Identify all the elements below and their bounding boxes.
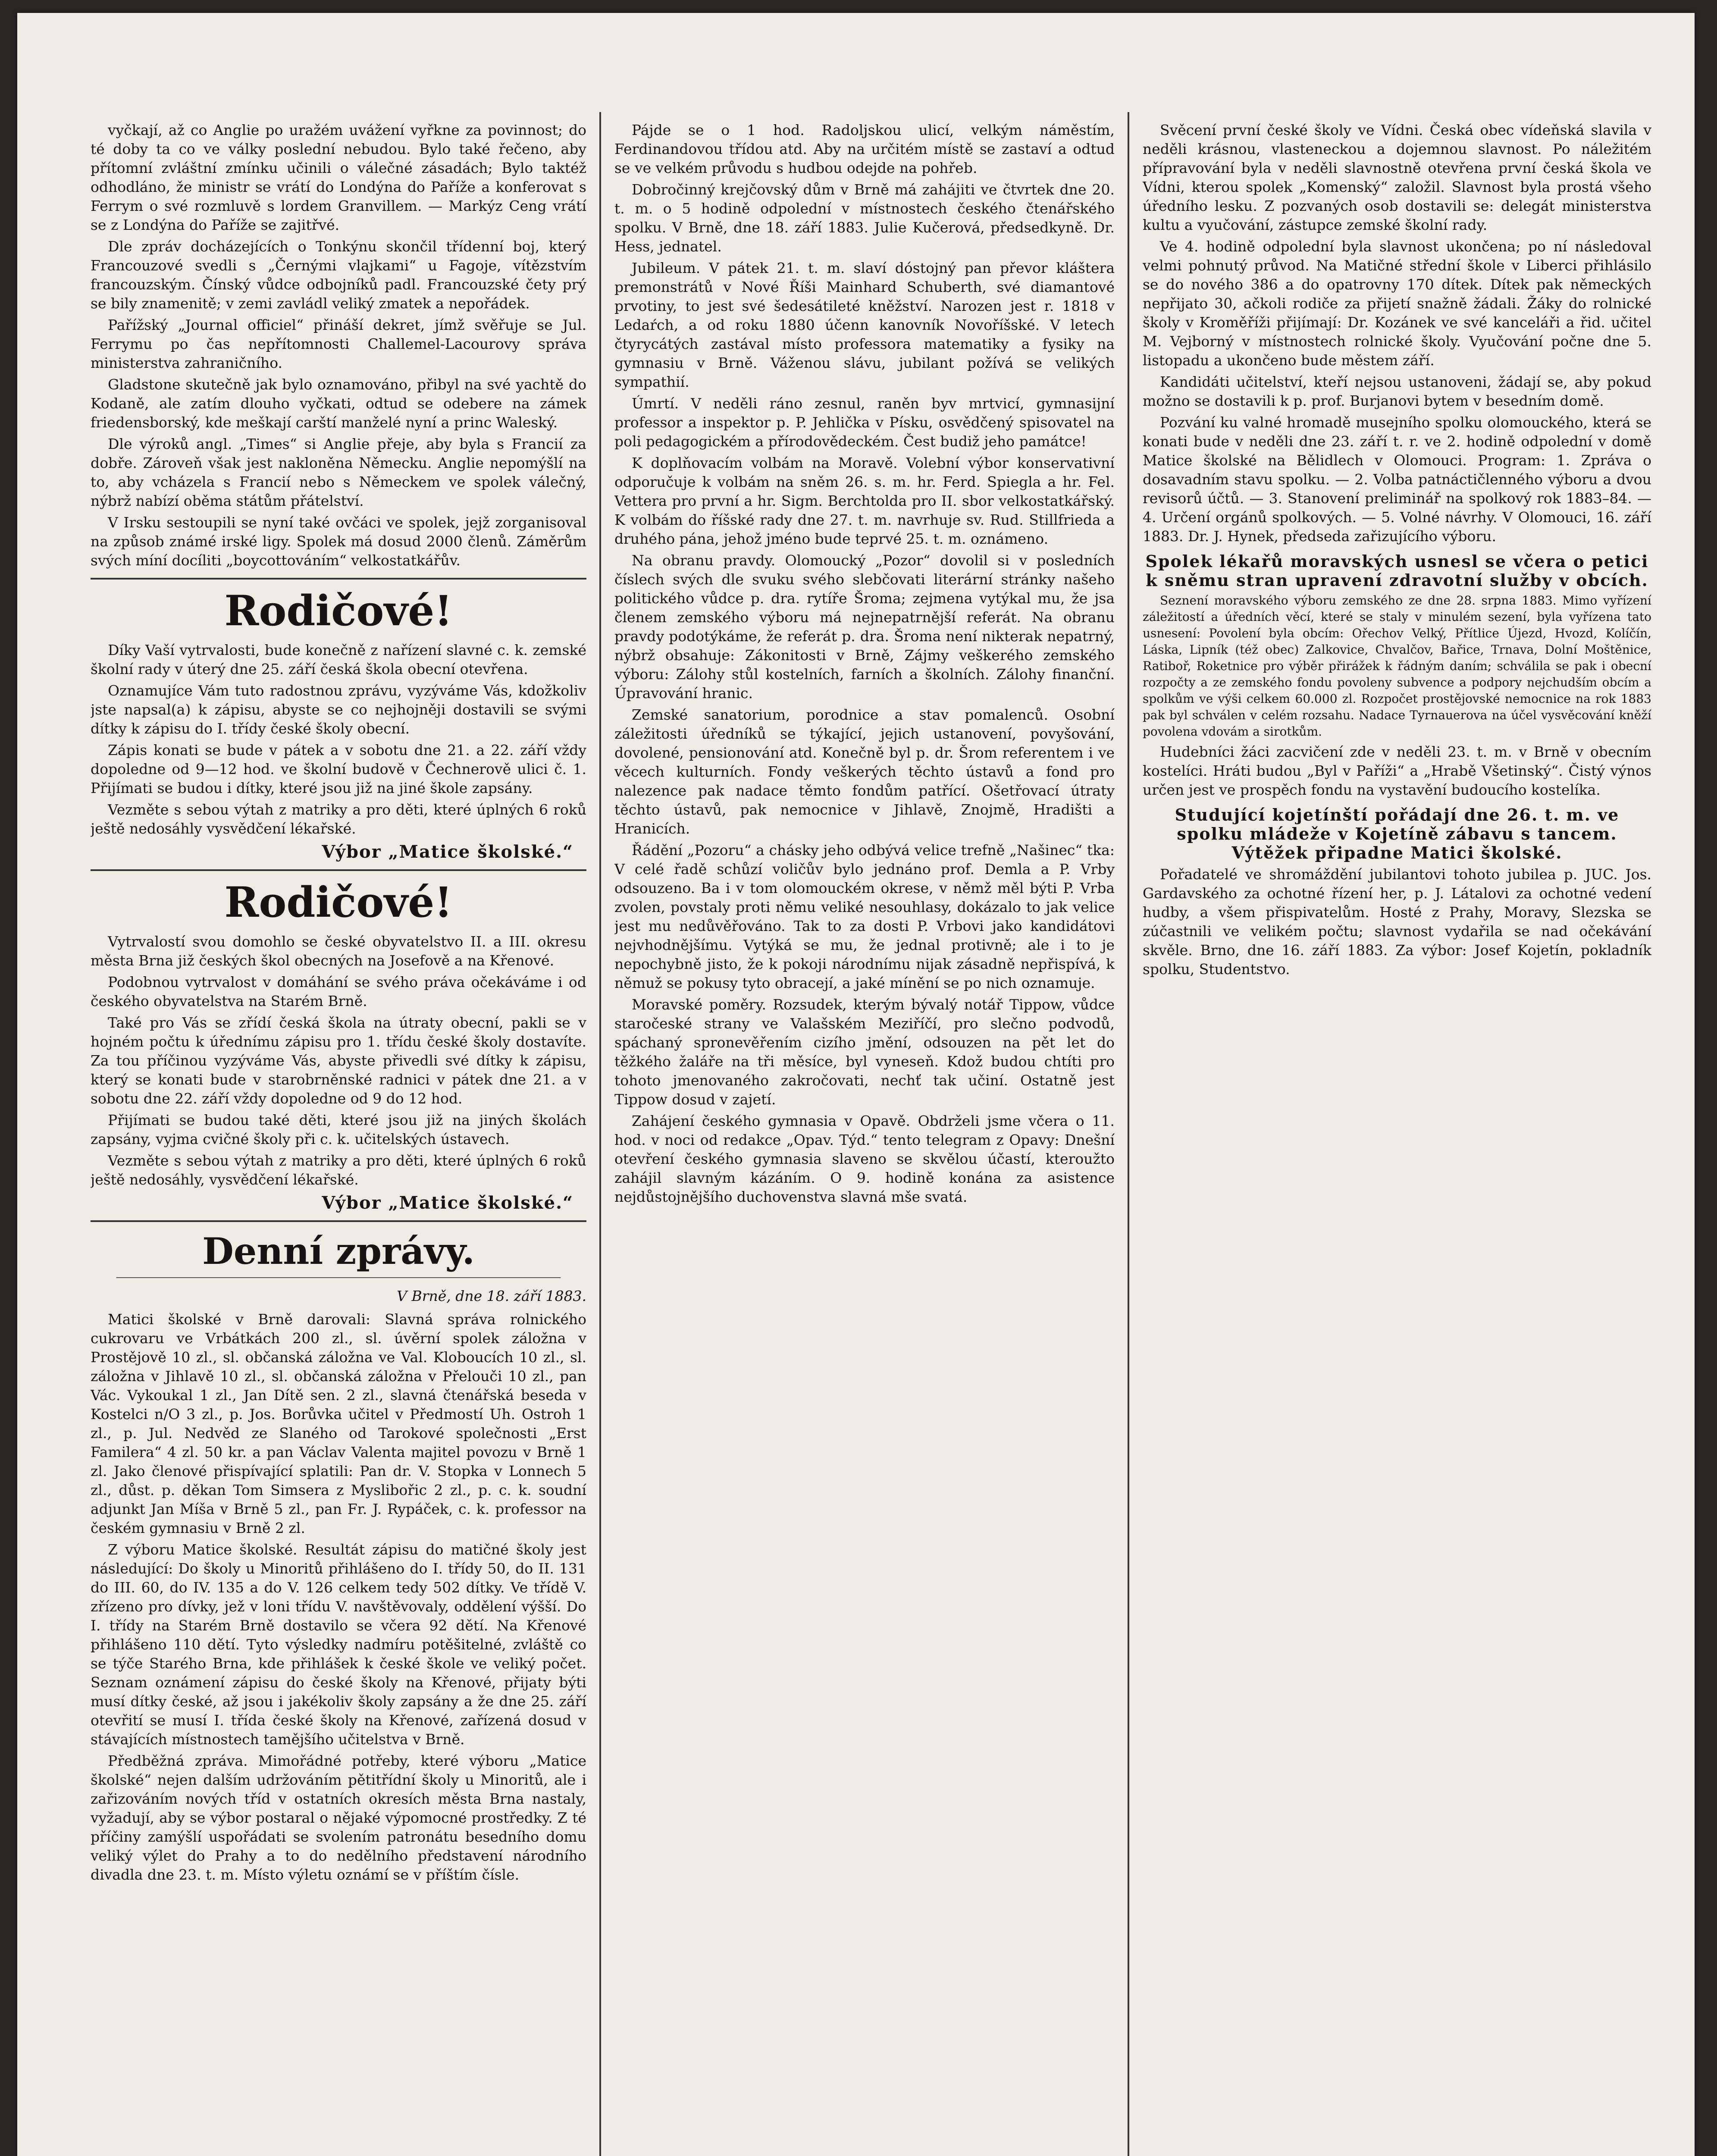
article-paragraph: vyčkají, až co Anglie po uražém uvážení vyřkne za povinnost; do té doby ta co ve války poslední nebudou. Bylo také řečeno, aby přítomní zvláštní zmínku učinili o válečné zásadách; Bylo taktéž odhodláno, že ministr se vrátí do Londýna do Paříže a konferovat s Ferrym o své rozmluvě s lordem Granvillem. — Markýz Ceng vrátí se z Londýna do Paříže se zajitřvé. <box>91 122 586 233</box>
news-paragraph: Řádění „Pozoru“ a chásky jeho odbývá velice trefně „Našinec“ tka: V celé řadě schůzí voličův bylo jednáno prof. Demla a P. Vrby odsouzeno. Ba i v tom olomouckém okrese, v němž měl býti P. Vrba zvolen, povstaly proti němu veliké nesouhlasy, dokázalo to jak velice jest mu nedůvěřováno. Tak to za dosti P. Vrbovi jako kandidátovi nejvhodnějšímu. Vytýká se mu, že jednal protivně; ale i to je nepochybně jisto, že k pokoji národnímu nijak zásadně nepřispívá, k němuž se pokusy tyto obracejí, a jaké mínění se po nich oznamuje. <box>614 842 1115 991</box>
article-paragraph: Pařížský „Journal officiel“ přináší dekret, jímž svěřuje se Jul. Ferrymu po čas nepřítomnosti Challemel-Lacourovy správa ministerstva zahraničního. <box>91 317 586 371</box>
notice-paragraph: Podobnou vytrvalost v domáhání se svého práva očekáváme i od českého obyvatelstva na Starém Brně. <box>91 974 586 1009</box>
section-heading: Denní zprávy. <box>202 1230 475 1272</box>
news-paragraph: Pozvání ku valné hromadě musejního spolku olomouckého, která se konati bude v neděli dne 23. září t. r. ve 2. hodině odpolední v domě Matice školské na Bělidlech v Olomouci. Program: 1. Zpráva o dosavadním stavu spolku. — 2. Volba patnáctičlenného výboru a dvou revisorů účtů. — 3. Stanovení preliminář na spolkový rok 1883–84. — 4. Určení orgánů spolkových. — 5. Volné návrhy. V Olomouci, 16. září 1883. Dr. J. Hynek, předseda zařizujícího výboru. <box>1143 414 1651 545</box>
news-paragraph: Pořadatelé ve shromáždění jubilantovi tohoto jubilea p. JUC. Jos. Gardavského za ochotné řízení her, p. J. Látalovi za ochotné vedení hudby, a všem přispivatelům. Hosté z Prahy, Moravy, Slezska se zúčastnili ve velikém počtu; slavnost vydařila se nad očekávání skvěle. Brno, dne 16. září 1883. Za výbor: Josef Kojetín, pokladník spolku, Studentstvo. <box>1143 866 1651 978</box>
column-right <box>1143 121 1651 2156</box>
notice-heading: Rodičové! <box>224 878 453 927</box>
notice-paragraph: Přijímati se budou také děti, které jsou již na jiných školách zapsány, vyjma cvičné školy při c. k. učitelských ústavech. <box>91 1112 586 1147</box>
subsection-heading: Spolek lékařů moravských usnesl se včera o petici k sněmu stran upravení zdravotní služby v obcích. <box>1145 552 1649 590</box>
notice-paragraph: Zápis konati se bude v pátek a v sobotu dne 21. a 22. září vždy dopoledne od 9—12 hod. ve školní budově v Čechnerově ulici č. 1. Přijímati se budou i dítky, které jsou již na jiné škole zapsány. <box>91 742 586 796</box>
notice-signature: Výbor „Matice školské.“ <box>322 842 573 862</box>
news-paragraph: Ve 4. hodině odpolední byla slavnost ukončena; po ní následoval velmi pohnutý průvod. Na Matičné střední škole v Liberci přihlásilo se do nového 386 a do opatrovny 170 dítek. Dítek pak německých nepřijato 30, ačkoli rodiče za přijetí snažně žádali. Žáky do rolnické školy v Kroměříži přijímají: Dr. Kozánek ve své kanceláři a řid. učitel M. Vejborný v místnostech rolnické školy. Vyučování počne dne 5. listopadu a ukončeno bude městem září. <box>1143 238 1651 369</box>
notice-paragraph: Také pro Vás se zřídí česká škola na útraty obecní, pakli se v hojném počtu k úřednímu zápisu pro 1. třídu české školy dostavíte. Za tou příčinou vyzýváme Vás, abyste přivedli své dítky k zápisu, který se konati bude v starobrněnské radnici v pátek dne 21. a v sobotu dne 22. září vždy dopoledne od 9 do 12 hod. <box>91 1014 586 1107</box>
news-paragraph: K doplňovacím volbám na Moravě. Volební výbor konservativní odporučuje k volbám na sněm 26. s. m. hr. Ferd. Spiegla a hr. Fel. Vettera pro první a hr. Sigm. Berchtolda pro II. sbor velkostatkářský. K volbám do říšské rady dne 27. t. m. navrhuje sv. Rud. Stillfrieda a druhého pána, jehož jméno bude teprvé 25. t. m. oznámeno. <box>614 454 1115 547</box>
news-paragraph: Na obranu pravdy. Olomoucký „Pozor“ dovolil si v posledních číslech svých dle svuku svého slebčovati literární stránky našeho politického vůdce p. dra. rytíře Šroma; zejmena vytýkal mu, že jsa členem zemského výboru má nejnepatrnější referát. Na obranu pravdy podotýkáme, že referát p. dra. Šroma není nikterak nepatrný, nýbrž obsahuje: Zákonitosti v Brně, Zájmy veškerého zemského výboru: Zálohy stůl kostelních, farních a školních. Zálohy finanční. Úpravování hranic. <box>614 552 1115 702</box>
notice-paragraph: Vezměte s sebou výtah z matriky a pro děti, které úplných 6 roků ještě nedosáhly, vysvědčení lékařské. <box>91 1152 586 1188</box>
notice-paragraph: Oznamujíce Vám tuto radostnou zprávu, vyzýváme Vás, kdožkoliv jste napsal(a) k zápisu, abyste se co nejhojněji dostavili se svými dítky k zápisu do I. třídy české školy obecní. <box>91 682 586 737</box>
article-paragraph: Dle výroků angl. „Times“ si Anglie přeje, aby byla s Francií za dobře. Zároveň však jest nakloněna Německu. Anglie nepomýšlí na to, aby vcházela s Francií nebo s Německem ve spolek válečný, nýbrž nabízí oběma státům přátelství. <box>91 436 586 509</box>
article-paragraph: V Irsku sestoupili se nyní také ovčáci ve spolek, jejž zorganisoval na způsob známé irské ligy. Spolek má dosud 2000 členů. Záměrům svých míní docíliti „boycottováním“ velkostatkářův. <box>91 514 586 569</box>
dateline: V Brně, dne 18. září 1883. <box>397 1288 586 1304</box>
newspaper-page <box>17 13 1695 2156</box>
news-paragraph: Jubileum. V pátek 21. t. m. slaví dóstojný pan převor kláštera premonstrátů v Nové Říši Mainhard Schuberth, své diamantové prvotiny, to jest své šedesátileté kněžství. Narozen jest r. 1818 v Ledaŕch, a od roku 1880 účenn kanovník Novoříšské. V letech čtyrycátých zastával místo professora matematiky a fysiky na gymnasiu v Brně. Váženou slávu, jubilant požívá se velikých sympathií. <box>614 260 1115 390</box>
news-paragraph: Pájde se o 1 hod. Radoljskou ulicí, velkým náměstím, Ferdinandovou třídou atd. Aby na určitém místě se zastaví a odtud se ve velkém průvodu s hudbou odejde na pohřeb. <box>614 122 1115 176</box>
news-paragraph: Předběžná zpráva. Mimořádné potřeby, které výboru „Matice školské“ nejen dalším udržováním pětitřídní školy u Minoritů, ale i zařizováním nových tříd v ostatních okresích města Brna nastaly, vyžadují, aby se výbor postaral o nějaké výpomocné prostředky. Z té příčiny zamýšlí uspořádati se svolením patronátu besedního domu veliký výlet do Prahy a to do nedělního představení národního divadla dne 23. t. m. Místo výletu oznámí se v příštím čísle. <box>91 1752 586 1883</box>
news-paragraph: Kandidáti učitelství, kteří nejsou ustanoveni, žádají se, aby pokud možno se dostavili k p. prof. Burjanovi bytem v besedním domě. <box>1143 373 1651 409</box>
notice-heading: Rodičové! <box>224 586 453 635</box>
notice-paragraph: Díky Vaší vytrvalosti, bude konečně z nařízení slavné c. k. zemské školní rady v úterý dne 25. září česká škola obecní otevřena. <box>91 642 586 677</box>
column-rule <box>1128 112 1129 2156</box>
article-paragraph: Dle zpráv docházejících o Tonkýnu skončil třídenní boj, který Francouzové svedli s „Černými vlajkami“ u Fagoje, vítězstvím francouzským. Čínský vůdce odbojníků padl. Francouzské čety prý se bily znamenitě; v zemi zavládl veliký zmatek a nepořádek. <box>91 238 586 312</box>
column-rule <box>599 112 601 2156</box>
article-paragraph: Gladstone skutečně jak bylo oznamováno, přibyl na své yachtě do Kodaně, ale zatím dlouho vyčkati, odtud se odebere na zámek friedensborský, kde meškají carští manželé nyní a princ Waleský. <box>91 376 586 431</box>
notice-paragraph: Vytrvalostí svou domohlo se české obyvatelstvo II. a III. okresu města Brna již českých škol obecných na Josefově a na Křenové. <box>91 933 586 969</box>
news-paragraph: Moravské poměry. Rozsudek, kterým bývalý notář Tippow, vůdce staročeské strany ve Valašském Meziříčí, pro slečno podvodů, spáchaný spronevěřením cizího jmění, odsouzen na pět let do těžkého žaláře na tři měsíce, byl vyneseň. Kdož budou chtíti pro tohoto jmenovaného zakročovati, nechť tak učiní. Ostatně jest Tippow dosud v zajetí. <box>614 996 1115 1108</box>
notice-signature: Výbor „Matice školské.“ <box>322 1193 573 1213</box>
news-paragraph: Dobročinný krejčovský dům v Brně má zahájiti ve čtvrtek dne 20. t. m. o 5 hodině odpolední v místnostech českého čtenářského spolku. V Brně, dne 18. září 1883. Julie Kučerová, předsedkyně. Dr. Hess, jednatel. <box>614 181 1115 255</box>
section-divider <box>91 1220 586 1222</box>
news-paragraph: Z výboru Matice školské. Resultát zápisu do matičné školy jest následující: Do školy u Minoritů přihlášeno do I. třídy 50, do II. 131 do III. 60, do IV. 135 a do V. 126 celkem tedy 502 dítky. Ve třídě V. zřízeno pro dívky, jež v loni třídu V. navštěvovaly, oddělení výšší. Do I. třídy na Starém Brně dostavilo se včera 92 dětí. Na Křenové přihlášeno 110 dětí. Tyto výsledky nadmíru potěšitelné, zvláště co se týče Starého Brna, kde přihlášek k české škole ve veliký počet. Seznam oznámení zápisu do české školy na Křenové, přijaty býti musí dítky české, až jsou i jakékoliv školy zapsány a že dne 25. září otevřití se musí I. třída české školy na Křenové, zařízená dosud v stávajících místnostech tamějšího učitelstva v Brně. <box>91 1541 586 1748</box>
news-paragraph: Svěcení první české školy ve Vídni. Česká obec vídeňská slavila v neděli krásnou, vlasteneckou a dojemnou slavnost. Po náležitém přípravování byla v neděli slavnostně otevřena první česká škola ve Vídni, kterou spolek „Komenský“ založil. Slavnost byla prostá všeho úředního lesku. Z pozvaných osob dostavili se: delegát ministerstva kultu a vyučování, zástupce zemské školní rady. <box>1143 122 1651 233</box>
news-paragraph: Zemské sanatorium, porodnice a stav pomalenců. Osobní záležitosti úředníků se týkající, jejich ustanovení, povyšování, dovolené, pensionování atd. Konečně byl p. dr. Šrom referentem i ve věcech kulturních. Fondy veškerých těchto ústavů a fond pro nalezence pak nadace těmto fondům patřící. Ošetřovací útraty těchto ústavů, pak nemocnice v Jihlavě, Znojmě, Hradišti a Hranicích. <box>614 706 1115 837</box>
column-left <box>91 121 586 2156</box>
news-paragraph: Hudebníci žáci zacvičení zde v neděli 23. t. m. v Brně v obecním kostelíci. Hráti budou „Byl v Paříži“ a „Hrabě Všetinský“. Čistý výnos určen jest ve prospěch fondu na vystavění budoucího kostelíka. <box>1143 743 1651 798</box>
subsection-heading: Studující kojetínští pořádají dne 26. t. m. ve spolku mládeže v Kojetíně zábavu s tancem. Výtěžek připadne Matici školské. <box>1175 805 1620 862</box>
section-divider <box>91 869 586 871</box>
section-divider <box>91 578 586 580</box>
news-paragraph: Zahájení českého gymnasia v Opavě. Obdrželi jsme včera o 11. hod. v noci od redakce „Opav. Týd.“ tento telegram z Opavy: Dnešní otevření českého gymnasia slaveno se skvělou účastí, kteroužto zahájil slavným kázáním. O 9. hodině konána za asistence nejdůstojnějšího duchovenstva slavná mše svatá. <box>614 1112 1115 1205</box>
news-paragraph-small: Seznení moravského výboru zemského ze dne 28. srpna 1883. Mimo vyřízení záležitostí a úředních věcí, které se staly v minulém sezení, byla vyřízena tato usnesení: Povolení byla obcím: Ořechov Velký, Přítlice Újezd, Hvozd, Kolíčín, Láska, Lipník (též obec) Zalkovice, Chvalčov, Bařice, Trnava, Dolní Moštěnice, Ratiboř, Roketnice pro výběr přirážek k řádným daním; schválila se pak i obecní rozpočty a ze zemského fondu povoleny subvence a podpory nejchudším obcím a spolkům ve výši celkem 60.000 zl. Rozpočet prostějovské nemocnice na rok 1883 pak byl schválen v celém rozsahu. Nadace Tyrnauerova na účel vysvěcování kněží povolena vdovám a sirotkům. <box>1143 593 1651 739</box>
news-paragraph: Úmrtí. V neděli ráno zesnul, raněn byv mrtvicí, gymnasijní professor a inspektor p. P. Jehlička v Písku, osvědčený spisovatel na poli pedagogickém a přírodovědeckém. Čest budiž jeho památce! <box>614 395 1115 450</box>
notice-paragraph: Vezměte s sebou výtah z matriky a pro děti, které úplných 6 roků ještě nedosáhly vysvědčení lékařské. <box>91 801 586 837</box>
column-middle <box>614 121 1115 2156</box>
heading-underline <box>116 1277 561 1278</box>
news-paragraph: Matici školské v Brně darovali: Slavná správa rolnického cukrovaru ve Vrbátkách 200 zl., sl. úvěrní spolek záložna v Prostějově 10 zl., sl. občanská záložna ve Val. Kloboucích 10 zl., sl. záložna v Jihlavě 10 zl., sl. občanská záložna v Přelouči 10 zl., pan Vác. Vykoukal 1 zl., Jan Dítě sen. 2 zl., slavná čtenářská beseda v Kostelci n/O 3 zl., p. Jos. Borůvka učitel v Předmostí Uh. Ostroh 1 zl., p. Jul. Nedvěd ze Slaného od Tarokové společnosti „Erst Familera“ 4 zl. 50 kr. a pan Václav Valenta majitel povozu v Brně 1 zl. Jako členové přispívající splatili: Pan dr. V. Stopka v Lonnech 5 zl., důst. p. děkan Tom Simsera z Myslibořic 2 zl., p. c. k. soudní adjunkt Jan Míša v Brně 5 zl., pan Fr. J. Rypáček, c. k. professor na českém gymnasiu v Brně 2 zl. <box>91 1311 586 1536</box>
